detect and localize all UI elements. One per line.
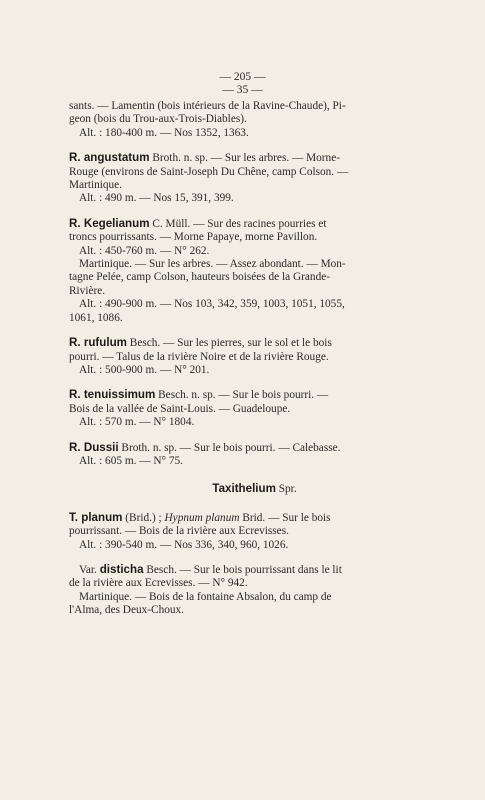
text-line: pourrissant. — Bois de la rivière aux Ecrevisses. bbox=[69, 525, 289, 538]
species-entry-planum bbox=[69, 511, 440, 552]
text-line: Alt. : 490 m. — Nos 15, 391, 399. bbox=[79, 192, 234, 205]
text-line: geon (bois du Trou-aux-Trois-Diables). bbox=[69, 113, 247, 126]
text-line: l'Alma, des Deux-Choux. bbox=[69, 604, 184, 617]
species-entry-kegelianum bbox=[69, 217, 440, 325]
text-line: Alt. : 570 m. — N° 1804. bbox=[79, 416, 195, 429]
species-entry-dussii bbox=[69, 441, 440, 469]
text-line: Brid. — Sur le bois bbox=[239, 511, 331, 524]
entry-continued bbox=[69, 100, 440, 140]
text-line: troncs pourrissants. — Morne Papaye, morne Pavillon. bbox=[69, 231, 318, 244]
species-entry-rufulum bbox=[69, 336, 440, 377]
page-header bbox=[0, 71, 485, 97]
variety-prefix: Var. bbox=[79, 563, 100, 576]
synonym-name: Hypnum planum bbox=[164, 511, 240, 524]
text-line: Rouge (environs de Saint-Joseph Du Chêne, camp Colson. — bbox=[69, 165, 349, 178]
text-line: Martinique. — Bois de la fontaine Absalon, du camp de bbox=[79, 590, 332, 603]
text-line: Besch. — Sur le bois pourrissant dans le lit bbox=[143, 563, 342, 576]
text-line: Besch. n. sp. — Sur le bois pourri. — bbox=[155, 389, 329, 402]
genus-heading bbox=[69, 482, 440, 496]
text-line: Bois de la vallée de Saint-Louis. — Guadeloupe. bbox=[69, 402, 291, 415]
text-line: Alt. : 500-900 m. — N° 201. bbox=[79, 363, 210, 376]
species-name: T. planum bbox=[69, 510, 123, 524]
text-line: Broth. n. sp. — Sur le bois pourri. — Calebasse. bbox=[118, 441, 341, 454]
genus-author: Spr. bbox=[275, 483, 297, 496]
page-number-secondary: — 35 — bbox=[222, 84, 263, 96]
text-line: (Brid.) ; bbox=[122, 511, 165, 524]
text-line: de la rivière aux Ecrevisses. — N° 942. bbox=[69, 577, 248, 590]
text-line: Broth. n. sp. — Sur les arbres. — Morne- bbox=[149, 152, 340, 165]
species-name: R. Dussii bbox=[69, 440, 119, 454]
text-line: Alt. : 605 m. — N° 75. bbox=[79, 454, 183, 467]
text-line: Besch. — Sur les pierres, sur le sol et le bois bbox=[126, 337, 332, 350]
species-name: R. rufulum bbox=[69, 336, 127, 350]
species-name: R. Kegelianum bbox=[69, 216, 150, 230]
text-line: Martinique. bbox=[69, 179, 123, 192]
species-entry-angustatum bbox=[69, 151, 440, 206]
genus-name: Taxithelium bbox=[212, 482, 276, 496]
species-name: R. angustatum bbox=[69, 151, 150, 165]
text-line: Alt. : 450-760 m. — N° 262. bbox=[79, 244, 210, 257]
text-line: Alt. : 180-400 m. — Nos 1352, 1363. bbox=[79, 126, 249, 139]
text-line: Alt. : 390-540 m. — Nos 336, 340, 960, 1026. bbox=[79, 538, 289, 551]
text-body bbox=[69, 100, 440, 618]
text-line: pourri. — Talus de la rivière Noire et de la rivière Rouge. bbox=[69, 350, 329, 363]
text-line: tagne Pelée, camp Colson, hauteurs boisées de la Grande- bbox=[69, 271, 330, 284]
text-line: Alt. : 490-900 m. — Nos 103, 342, 359, 1003, 1051, 1055, bbox=[79, 298, 345, 311]
variety-name: disticha bbox=[99, 562, 144, 576]
page-number-primary: — 205 — bbox=[219, 71, 266, 83]
text-line: Rivière. bbox=[69, 284, 106, 297]
text-line: sants. — Lamentin (bois intérieurs de la Ravine-Chaude), Pi- bbox=[69, 100, 346, 112]
text-line: 1061, 1086. bbox=[69, 311, 123, 324]
species-entry-tenuissimum bbox=[69, 388, 440, 429]
variety-entry-disticha bbox=[69, 563, 440, 618]
species-name: R. tenuissimum bbox=[69, 388, 156, 402]
text-line: Martinique. — Sur les arbres. — Assez abondant. — Mon- bbox=[79, 258, 346, 271]
text-line: C. Müll. — Sur des racines pourries et bbox=[149, 217, 327, 230]
